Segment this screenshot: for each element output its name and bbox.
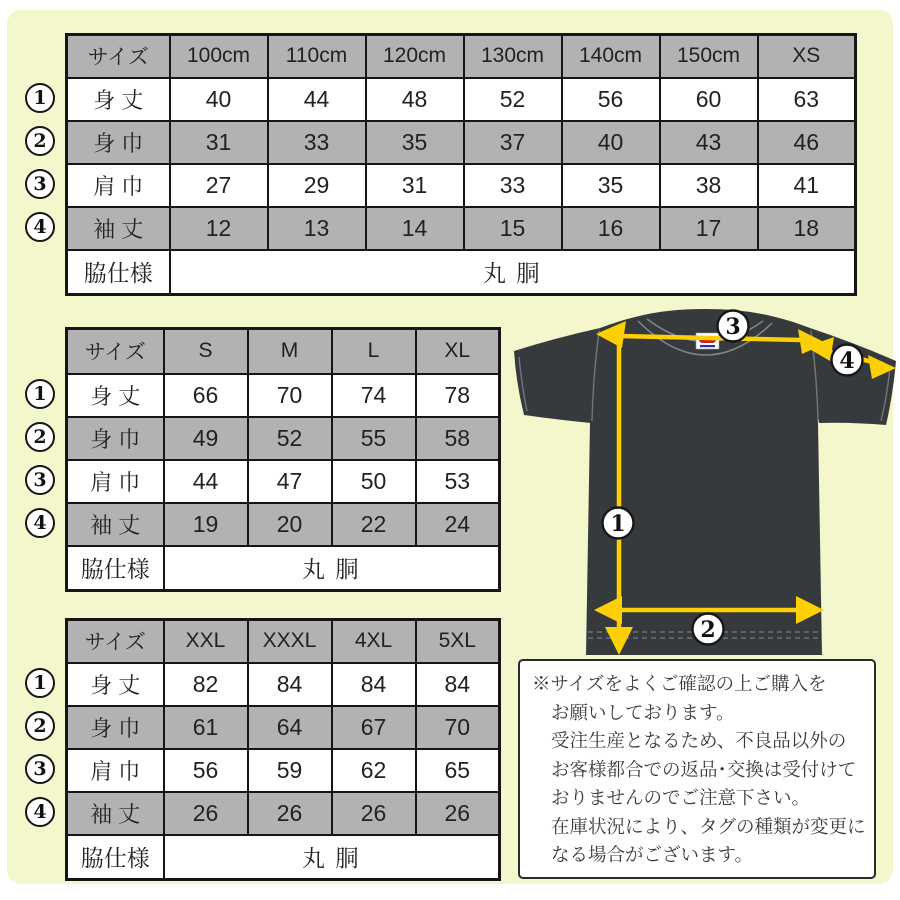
table-cell: 50 [332, 460, 416, 503]
table-cell: 46 [758, 121, 856, 164]
table-cell: 52 [464, 78, 562, 121]
col-header: 140cm [562, 35, 660, 78]
table-row [67, 207, 856, 250]
col-header: 130cm [464, 35, 562, 78]
table-row [67, 663, 500, 706]
row-marker-4: 4 [25, 797, 55, 827]
row-label: 袖 丈 [67, 207, 170, 250]
table-cell: 49 [164, 417, 248, 460]
table-cell: 74 [332, 374, 416, 417]
table-cell: 31 [366, 164, 464, 207]
table-cell: 70 [416, 706, 500, 749]
row-marker-2: 2 [25, 422, 55, 452]
table-cell: 丸 胴 [170, 250, 856, 295]
diagram-marker-4 [832, 345, 863, 376]
table-footer-row [67, 835, 500, 880]
col-header: XS [758, 35, 856, 78]
row-marker-1: 1 [25, 668, 55, 698]
row-label: 身 巾 [67, 706, 164, 749]
table-cell: 70 [248, 374, 332, 417]
table-header-row [67, 620, 500, 663]
table-row [67, 164, 856, 207]
size-table-adult [65, 327, 501, 592]
table-cell: 13 [268, 207, 366, 250]
table-cell: 44 [268, 78, 366, 121]
col-header: サイズ [67, 620, 164, 663]
row-label: 脇仕様 [67, 835, 164, 880]
table-cell: 43 [660, 121, 758, 164]
table-cell: 52 [248, 417, 332, 460]
row-marker-2: 2 [25, 126, 55, 156]
table-cell: 44 [164, 460, 248, 503]
table-footer-row [67, 546, 500, 591]
table-cell: 26 [416, 792, 500, 835]
table-header-row [67, 329, 500, 374]
note-line: お願いしております。 [551, 701, 735, 723]
table-cell: 14 [366, 207, 464, 250]
row-label: 肩 巾 [67, 749, 164, 792]
row-marker-1: 1 [25, 83, 55, 113]
table-footer-row [67, 250, 856, 295]
table-cell: 20 [248, 503, 332, 546]
col-header: 4XL [332, 620, 416, 663]
table-cell: 29 [268, 164, 366, 207]
table-cell: 62 [332, 749, 416, 792]
table-cell: 55 [332, 417, 416, 460]
table-cell: 35 [366, 121, 464, 164]
row-label: 身 丈 [67, 374, 164, 417]
table-cell: 47 [248, 460, 332, 503]
note-line: おりませんのでご注意下さい。 [551, 787, 811, 808]
table-cell: 63 [758, 78, 856, 121]
table-cell: 60 [660, 78, 758, 121]
col-header: 100cm [170, 35, 268, 78]
table-cell: 53 [416, 460, 500, 503]
row-marker-3: 3 [25, 754, 55, 784]
table-cell: 35 [562, 164, 660, 207]
col-header: S [164, 329, 248, 374]
table-cell: 84 [332, 663, 416, 706]
row-label: 肩 巾 [67, 164, 170, 207]
col-header: 5XL [416, 620, 500, 663]
table-cell: 61 [164, 706, 248, 749]
col-header: XXXL [248, 620, 332, 663]
row-label: 身 巾 [67, 417, 164, 460]
row-marker-4: 4 [25, 508, 55, 538]
col-header: 110cm [268, 35, 366, 78]
brand-tag [696, 333, 719, 349]
col-header: L [332, 329, 416, 374]
row-marker-1: 1 [25, 379, 55, 409]
table-cell: 58 [416, 417, 500, 460]
note-line: 受注生産となるため、不良品以外の [551, 730, 847, 751]
table-cell: 56 [562, 78, 660, 121]
diagram-marker-3 [718, 311, 749, 342]
row-label: 肩 巾 [67, 460, 164, 503]
diagram-marker-1 [603, 508, 634, 539]
size-table-plus [65, 618, 501, 881]
note-line: なる場合がございます。 [551, 844, 754, 865]
table-cell: 64 [248, 706, 332, 749]
table-row [67, 78, 856, 121]
table-row [67, 121, 856, 164]
table-cell: 65 [416, 749, 500, 792]
table-cell: 37 [464, 121, 562, 164]
purchase-note-box [518, 659, 876, 879]
col-header: サイズ [67, 35, 170, 78]
row-label: 袖 丈 [67, 792, 164, 835]
diagram-marker-label: 4 [839, 348, 855, 374]
col-header: 150cm [660, 35, 758, 78]
table-cell: 24 [416, 503, 500, 546]
row-marker-3: 3 [25, 465, 55, 495]
row-marker-4: 4 [25, 212, 55, 242]
table-cell: 41 [758, 164, 856, 207]
table-cell: 40 [562, 121, 660, 164]
table-cell: 31 [170, 121, 268, 164]
diagram-marker-label: 3 [725, 314, 741, 340]
row-marker-3: 3 [25, 169, 55, 199]
col-header: 120cm [366, 35, 464, 78]
col-header: M [248, 329, 332, 374]
row-label: 身 巾 [67, 121, 170, 164]
table-cell: 56 [164, 749, 248, 792]
col-header: XL [416, 329, 500, 374]
note-line: お客様都合での返品･交換は受付けて [551, 758, 857, 780]
table-cell: 66 [164, 374, 248, 417]
table-cell: 82 [164, 663, 248, 706]
table-row [67, 503, 500, 546]
table-row [67, 792, 500, 835]
row-label: 身 丈 [67, 663, 164, 706]
table-cell: 33 [268, 121, 366, 164]
table-cell: 78 [416, 374, 500, 417]
table-cell: 59 [248, 749, 332, 792]
table-cell: 26 [164, 792, 248, 835]
table-cell: 38 [660, 164, 758, 207]
table-cell: 48 [366, 78, 464, 121]
diagram-marker-label: 2 [700, 617, 716, 643]
table-cell: 18 [758, 207, 856, 250]
tshirt-measurement-diagram [500, 303, 898, 663]
table-row [67, 460, 500, 503]
table-cell: 26 [332, 792, 416, 835]
table-cell: 17 [660, 207, 758, 250]
table-header-row [67, 35, 856, 78]
diagram-marker-label: 1 [610, 511, 626, 537]
table-row [67, 374, 500, 417]
row-label: 身 丈 [67, 78, 170, 121]
table-row [67, 706, 500, 749]
table-cell: 84 [416, 663, 500, 706]
table-cell: 22 [332, 503, 416, 546]
table-cell: 15 [464, 207, 562, 250]
note-line: ※サイズをよくご確認の上ご購入を [532, 673, 827, 694]
col-header: サイズ [67, 329, 164, 374]
row-label: 脇仕様 [67, 250, 170, 295]
table-cell: 33 [464, 164, 562, 207]
size-table-kids [65, 33, 857, 296]
table-cell: 12 [170, 207, 268, 250]
row-label: 袖 丈 [67, 503, 164, 546]
table-cell: 67 [332, 706, 416, 749]
table-cell: 19 [164, 503, 248, 546]
note-line: 在庫状況により、タグの種類が変更に [551, 815, 866, 837]
table-cell: 丸 胴 [164, 546, 500, 591]
table-cell: 27 [170, 164, 268, 207]
diagram-marker-2 [693, 614, 724, 645]
table-row [67, 417, 500, 460]
table-cell: 16 [562, 207, 660, 250]
table-cell: 26 [248, 792, 332, 835]
row-label: 脇仕様 [67, 546, 164, 591]
table-row [67, 749, 500, 792]
table-cell: 84 [248, 663, 332, 706]
table-cell: 40 [170, 78, 268, 121]
table-cell: 丸 胴 [164, 835, 500, 880]
col-header: XXL [164, 620, 248, 663]
row-marker-2: 2 [25, 711, 55, 741]
